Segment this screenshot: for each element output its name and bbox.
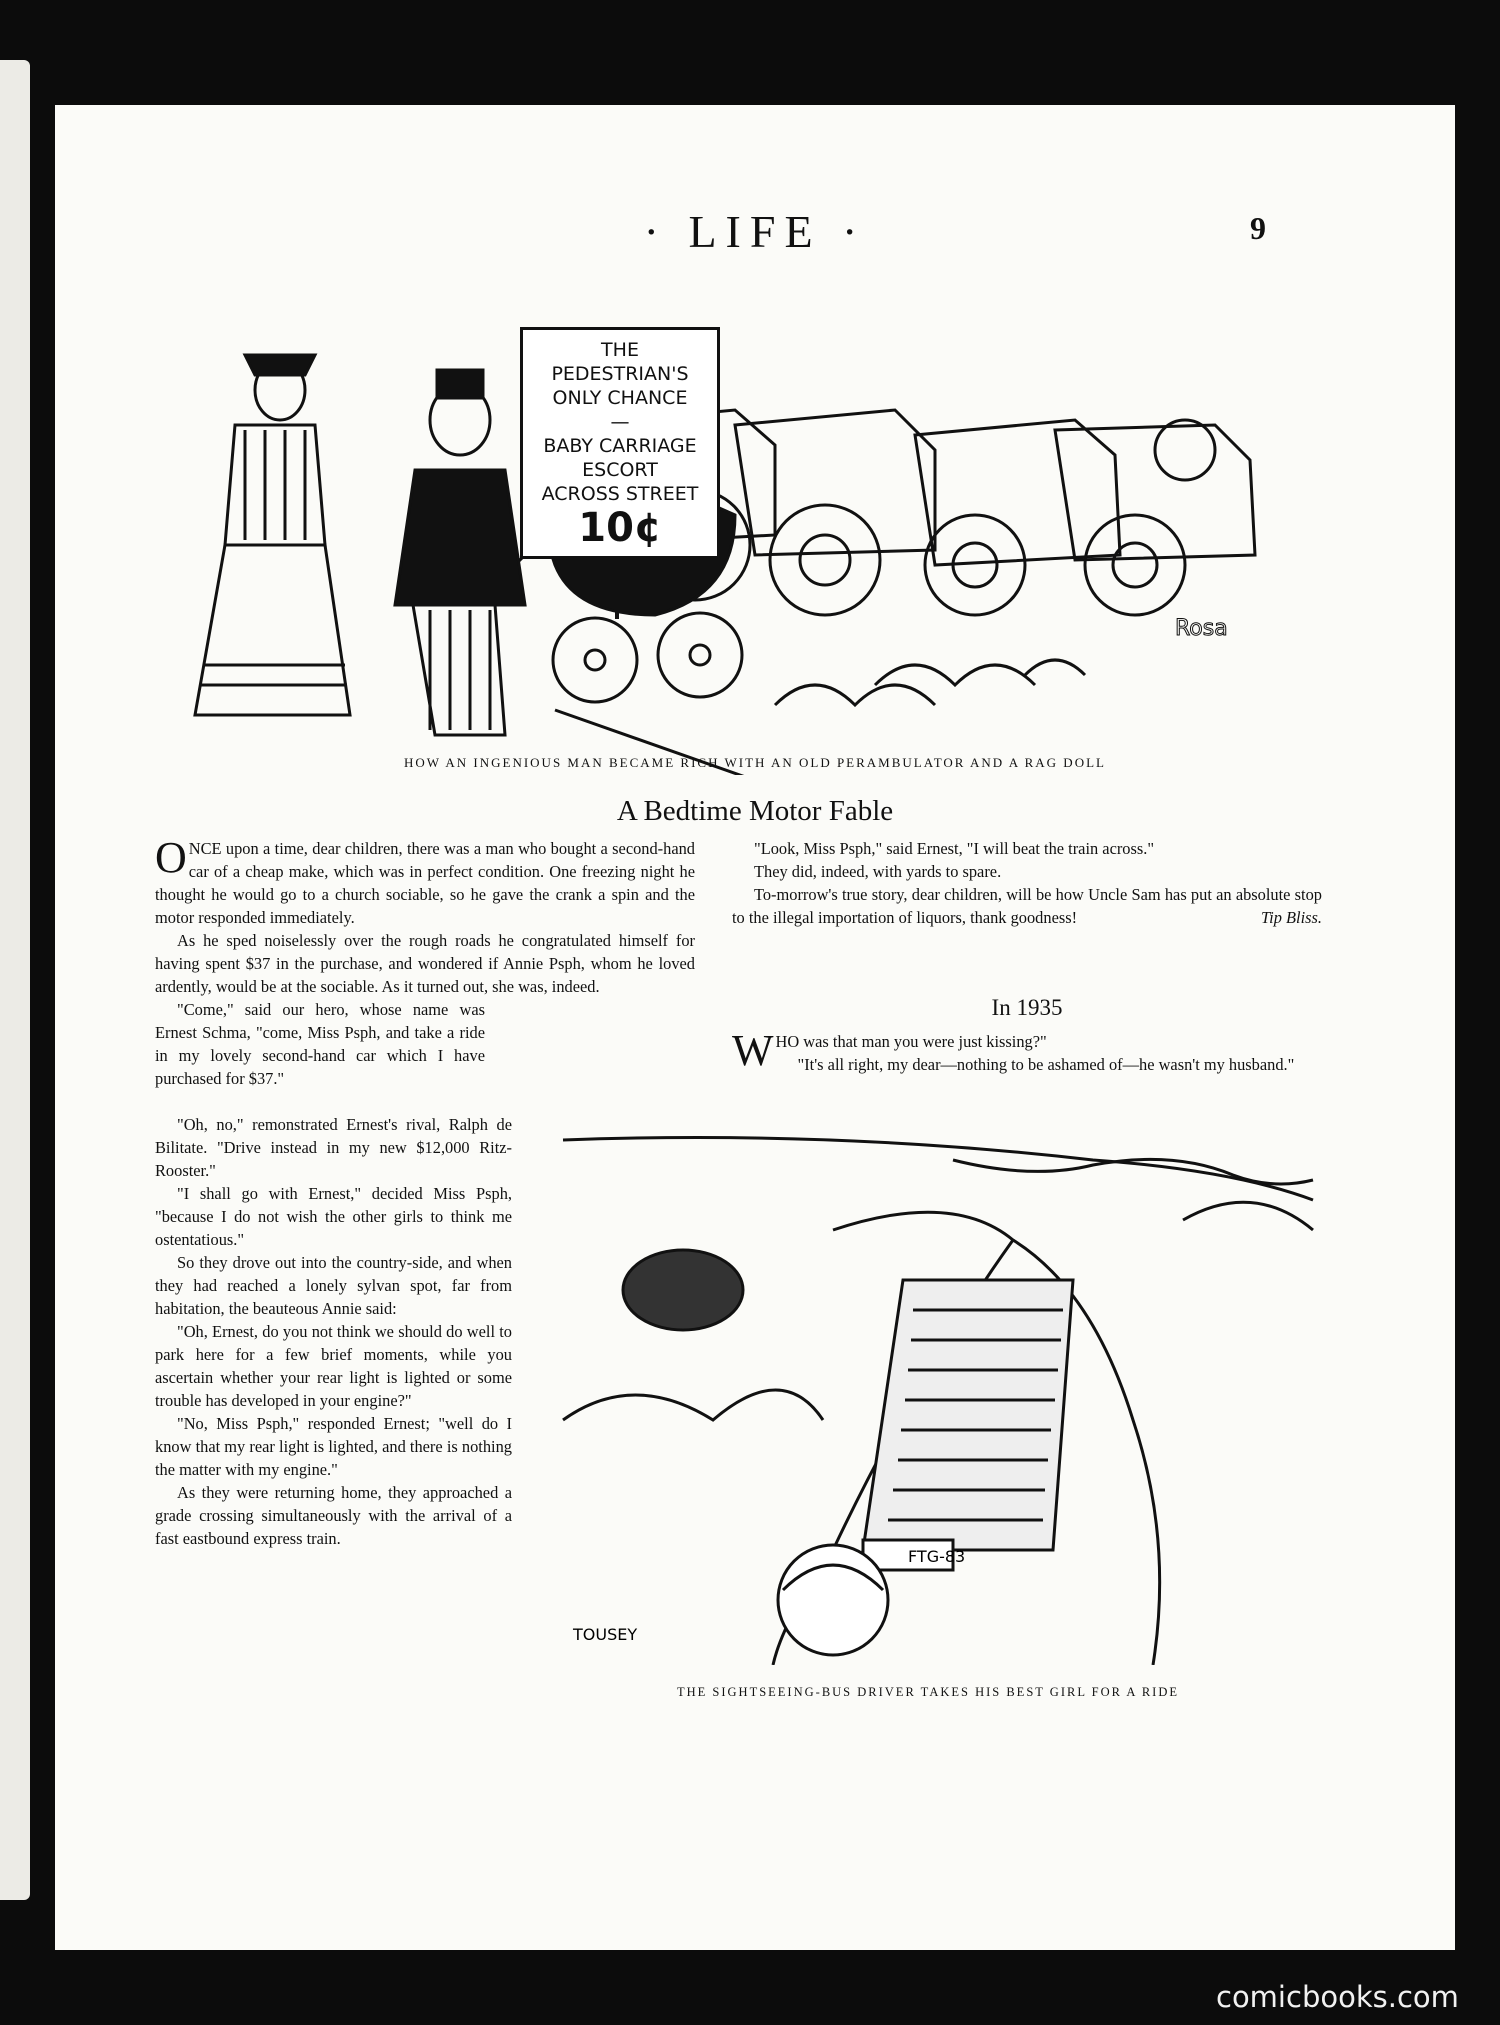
drop-cap: W [732,1026,774,1075]
sign-line: — [610,411,630,433]
drop-cap: O [155,833,187,882]
bus-license-plate: FTG-83 [908,1547,966,1566]
sign-line: ONLY CHANCE [552,387,688,409]
joke-title: In 1935 [991,995,1063,1020]
sign-line: ACROSS STREET [541,483,699,505]
sign-line: ESCORT [582,459,658,481]
pedestrian-sign [520,327,720,559]
article-paragraph: "Oh, no," remonstrated Ernest's rival, Ralph de Bilitate. "Drive instead in my new $12,000 Ritz-Rooster." [155,1115,512,1180]
book-spine-edge [0,60,30,1900]
article-title: A Bedtime Motor Fable [616,795,894,827]
article-paragraph [732,883,1322,929]
paragraph-text: To-morrow's true story, dear children, will be how Uncle Sam has put an absolute stop to the illegal importation of liquors, thank goodness! [732,885,1322,927]
article-paragraph: As he sped noiselessly over the rough roads he congratulated himself for having spent $37 in the purchase, and wondered if Annie Psph, whom he loved ardently, would be at the sociable. As it turned out, she was, indeed. [155,931,695,996]
artist-signature: TOUSEY [573,1625,638,1644]
article-paragraph: "Look, Miss Psph," said Ernest, "I will beat the train across." [754,839,1155,858]
sign-line: THE [601,339,639,361]
site-watermark: comicbooks.com [1216,1980,1459,2014]
article-paragraph: "Oh, Ernest, do you not think we should do well to park here for a few brief moments, while you ascertain whether your rear light is lighted or some trouble has developed in your engine?" [155,1322,512,1410]
top-cartoon-caption: HOW AN INGENIOUS MAN BECAME RICH WITH AN OLD PERAMBULATOR AND A RAG DOLL [404,755,1106,770]
sign-line: BABY CARRIAGE [543,435,697,457]
top-cartoon [175,215,1295,825]
perambulator-cartoon-drawing [175,215,1295,775]
article-paragraph: "No, Miss Psph," responded Ernest; "well do I know that my rear light is lighted, and there is nothing the matter with my engine." [155,1414,512,1479]
joke-line-text: HO was that man you were just kissing?" [775,1032,1047,1051]
author-signature: Tip Bliss. [1260,908,1322,927]
article-column-left-upper [155,833,695,1090]
article-paragraph: So they drove out into the country-side, and when they had reached a lonely sylvan spot, far from habitation, the beauteous Annie said: [155,1253,512,1318]
article-paragraph: "Come," said our hero, whose name was Ernest Schma, "come, Miss Psph, and take a ride in my lovely second-hand car which I have purchased for $37." [155,1000,485,1088]
sightseeing-bus-drawing [533,1120,1323,1665]
article-column-left-lower [155,1113,512,1550]
sign-price: 10¢ [578,505,662,551]
bottom-cartoon [533,1120,1323,1665]
joke-text [732,1026,1322,1076]
svg-text:Rosa: Rosa [1175,616,1228,641]
sign-line: PEDESTRIAN'S [551,363,689,385]
article-paragraph: As they were returning home, they approached a grade crossing simultaneously with the arrival of a fast eastbound express train. [155,1483,512,1548]
joke-line: "It's all right, my dear—nothing to be ashamed of—he wasn't my husband." [797,1055,1295,1074]
paragraph-text: NCE upon a time, dear children, there was a man who bought a second-hand car of a cheap make, which was in perfect condition. One freezing night he thought he would go to a church sociable, so he gave the crank a spin and the motor responded immediately. [155,839,695,927]
article-paragraph: "I shall go with Ernest," decided Miss Psph, "because I do not wish the other girls to think me ostentatious." [155,1184,512,1249]
magazine-page [55,105,1455,1950]
article-column-right [732,837,1322,929]
bottom-cartoon-caption: THE SIGHTSEEING-BUS DRIVER TAKES HIS BEST GIRL FOR A RIDE [676,1685,1180,1699]
masthead: · LIFE · [643,206,867,257]
page-number: 9 [1250,210,1266,246]
article-paragraph: They did, indeed, with yards to spare. [754,862,1002,881]
sign-post [615,559,619,619]
article-paragraph [155,833,695,929]
